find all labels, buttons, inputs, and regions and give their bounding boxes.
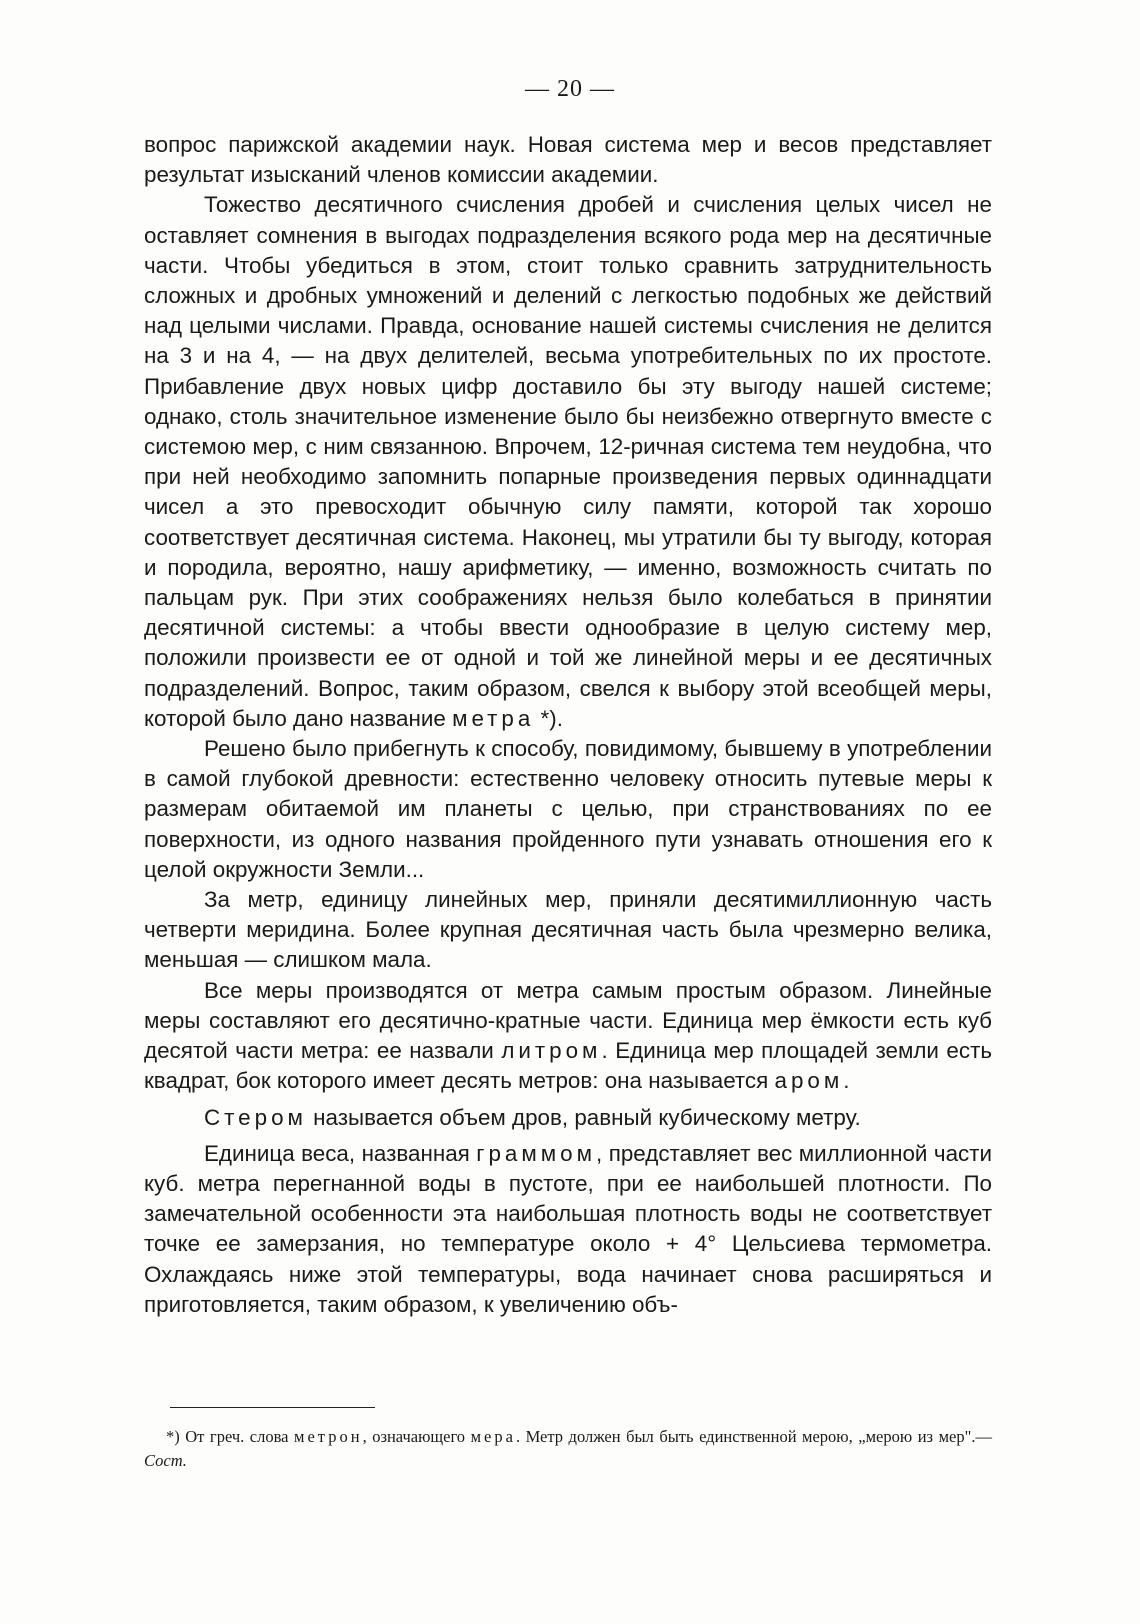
paragraph-6	[144, 1103, 992, 1133]
paragraph-4	[144, 885, 992, 976]
main-text	[144, 130, 992, 1320]
paragraph-5	[144, 976, 992, 1097]
paragraph-7-text-a: Единица веса, названная	[204, 1140, 470, 1166]
paragraph-2	[144, 190, 992, 734]
paragraph-5-text-b: . Единица мер площадей земли есть квадрат, бок которого имеет десять метров: она называется	[144, 1038, 992, 1094]
paragraph-3-text: Решено было прибегнуть к способу, повидимому, бывшему в употреблении в самой глубокой древности: естественно человеку относить путевые меры к размерам обитаемой им планеты с целью, при странствованиях по ее поверхности, из одного названия пройденного пути узнавать отношения его к целой окружности Земли...	[144, 736, 992, 882]
paragraph-5-text-a: Все меры производятся от метра самым простым образом. Линейные меры составляют его десятично-кратные части. Единица мер ёмкости есть куб десятой части метра: ее назвали	[144, 977, 992, 1064]
term-litrom: литром	[501, 1038, 602, 1064]
footnote-term-metron: метрон	[294, 1427, 363, 1446]
paragraph-1-text: вопрос парижской академии наук. Новая система мер и весов представляет результат изысканий членов комиссии академии.	[144, 132, 992, 188]
term-metra: метра	[452, 705, 535, 731]
footnote-term-mera: мера	[470, 1427, 516, 1446]
term-grammom: граммом	[476, 1140, 597, 1166]
footnote-text-b: , означающего	[362, 1427, 466, 1446]
footnote	[144, 1425, 992, 1473]
paragraph-1	[144, 130, 992, 190]
footnote-divider	[170, 1407, 375, 1408]
paragraph-2-text: Тожество десятичного счисления дробей и счисления целых чисел не оставляет сомнения в выгодах подразделения всякого рода мер на десятичные части. Чтобы убедиться в этом, стоит только сравнить затруднительность сложных и дробных умножений и делений с легкостью подобных же действий над целыми числами. Правда, основание нашей системы счисления не делится на 3 и на 4, — на двух делителей, весьма употребительных по их простоте. Прибавление двух новых цифр доставило бы эту выгоду нашей системе; однако, столь значительное изменение было бы неизбежно отвергнуто вместе с системою мер, с ним связанною. Впрочем, 12-ричная система тем неудобна, что при ней необходимо запомнить попарные произведения первых одиннадцати чисел а это превосходит обычную силу памяти, которой так хорошо соответствует десятичная система. Наконец, мы утратили бы ту выгоду, которая и породила, вероятно, нашу арифметику, — именно, возможность считать по пальцам рук. При этих соображениях нельзя было колебаться в принятии десятичной системы: а чтобы ввести однообразие в целую систему мер, положили произвести ее от одной и той же линейной меры и ее десятичных подразделений. Вопрос, таким образом, свелся к выбору этой всеобщей меры, которой было дано название	[144, 192, 992, 731]
page-number: — 20 —	[525, 76, 615, 102]
footnote-signature: Сост.	[144, 1451, 187, 1470]
paragraph-7-text-b: , представляет вес миллионной части куб. метра перегнанной воды в пустоте, при ее наибольшей плотности. По замечательной особенности эта наибольшая плотность воды не соответствует точке ее замерзания, но температуре около + 4° Цельсиева термометра. Охлаждаясь ниже этой температуры, вода начинает снова расширяться и приготовляется, таким образом, к увеличению объ-	[144, 1140, 992, 1317]
paragraph-6-text: называется объем дров, равный кубическому метру.	[306, 1104, 861, 1130]
paragraph-4-text: За метр, единицу линейных мер, приняли десятимиллионную часть четверти меридина. Более крупная десятичная часть была чрезмерно велика, меньшая — слишком мала.	[144, 887, 992, 973]
paragraph-2-tail: *).	[534, 705, 563, 731]
paragraph-7	[144, 1139, 992, 1320]
footnote-text-a: *) От греч. слова	[166, 1427, 289, 1446]
paragraph-5-text-c: .	[843, 1068, 850, 1094]
paragraph-3	[144, 734, 992, 885]
term-sterom: Стером	[204, 1104, 307, 1130]
term-arom: аром	[774, 1068, 844, 1094]
footnote-text-c: . Метр должен был быть единственной мерою, „мерою из мер".—	[515, 1427, 992, 1446]
